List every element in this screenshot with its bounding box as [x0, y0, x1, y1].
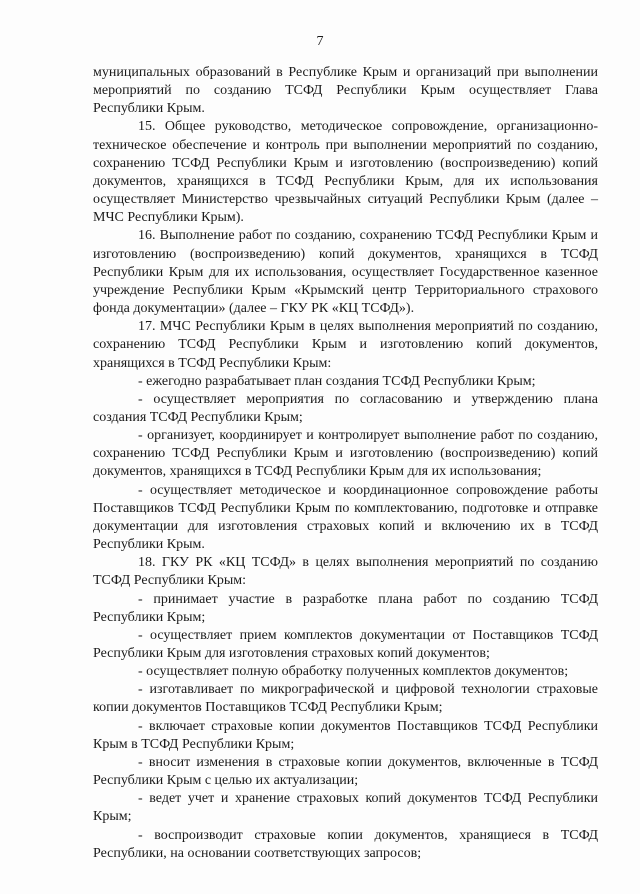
list-item: - воспроизводит страховые копии документов, хранящиеся в ТСФД Республики, на основании соответствующих запросов; — [93, 827, 598, 861]
list-item: - включает страховые копии документов Поставщиков ТСФД Республики Крым в ТСФД Республики Крым; — [93, 718, 598, 752]
list-item: - вносит изменения в страховые копии документов, включенные в ТСФД Республики Крым с целью их актуализации; — [93, 754, 598, 789]
paragraph-18: 18. ГКУ РК «КЦ ТСФД» в целях выполнения мероприятий по созданию ТСФД Республики Крым: — [93, 555, 598, 589]
paragraph-continuation: муниципальных образований в Республике Крым и организаций при выполнении мероприятий по созданию ТСФД Республики Крым осуществляет Глава Республики Крым. — [93, 65, 598, 117]
list-item: - изготавливает по микрографической и цифровой технологии страховые копии документов Поставщиков ТСФД Республики Крым; — [93, 682, 598, 716]
paragraph-15: 15. Общее руководство, методическое сопровождение, организационно-техническое обеспечение и контроль при выполнении мероприятий по созданию, сохранению ТСФД Республики Крым и изготовлению (воспроизведению) копий документов, хранящихся в ТСФД Республики Крым, для их использования осуществляет Министерство чрезвычайных ситуаций Республики Крым (далее – МЧС Республики Крым). — [93, 119, 598, 226]
list-item: - организует, координирует и контролирует выполнение работ по созданию, сохранению ТСФД Республики Крым и изготовлению (воспроизведению) копий документов, хранящихся в ТСФД Республики Крым для их использования; — [93, 428, 598, 480]
list-item: - ведет учет и хранение страховых копий документов ТСФД Республики Крым; — [93, 791, 598, 825]
list-item: - осуществляет методическое и координационное сопровождение работы Поставщиков ТСФД Республики Крым по комплектованию, подготовке и отправке документации для изготовления страховых копий и включению их в ТСФД Республики Крым. — [93, 482, 598, 553]
document-body — [93, 64, 598, 863]
page-number: 7 — [316, 34, 324, 49]
list-item: - осуществляет полную обработку полученных комплектов документов; — [138, 664, 569, 680]
list-item: - ежегодно разрабатывает план создания ТСФД Республики Крым; — [138, 373, 536, 389]
list-item: - принимает участие в разработке плана работ по созданию ТСФД Республики Крым; — [93, 591, 598, 625]
paragraph-16: 16. Выполнение работ по созданию, сохранению ТСФД Республики Крым и изготовлению (воспроизведению) копий документов, хранящихся в ТСФД Республики Крым для их использования, осуществляет Государственное казенное учреждение Республики Крым «Крымский центр Территориального страхового фонда документации» (далее – ГКУ РК «КЦ ТСФД»). — [93, 228, 598, 317]
list-item: - осуществляет мероприятия по согласованию и утверждению плана создания ТСФД Республики Крым; — [93, 391, 598, 425]
list-item: - осуществляет прием комплектов документации от Поставщиков ТСФД Республики Крым для изготовления страховых копий документов; — [93, 627, 598, 661]
paragraph-17: 17. МЧС Республики Крым в целях выполнения мероприятий по созданию, сохранению ТСФД Республики Крым и изготовлению копий документов, хранящихся в ТСФД Республики Крым: — [93, 319, 598, 371]
